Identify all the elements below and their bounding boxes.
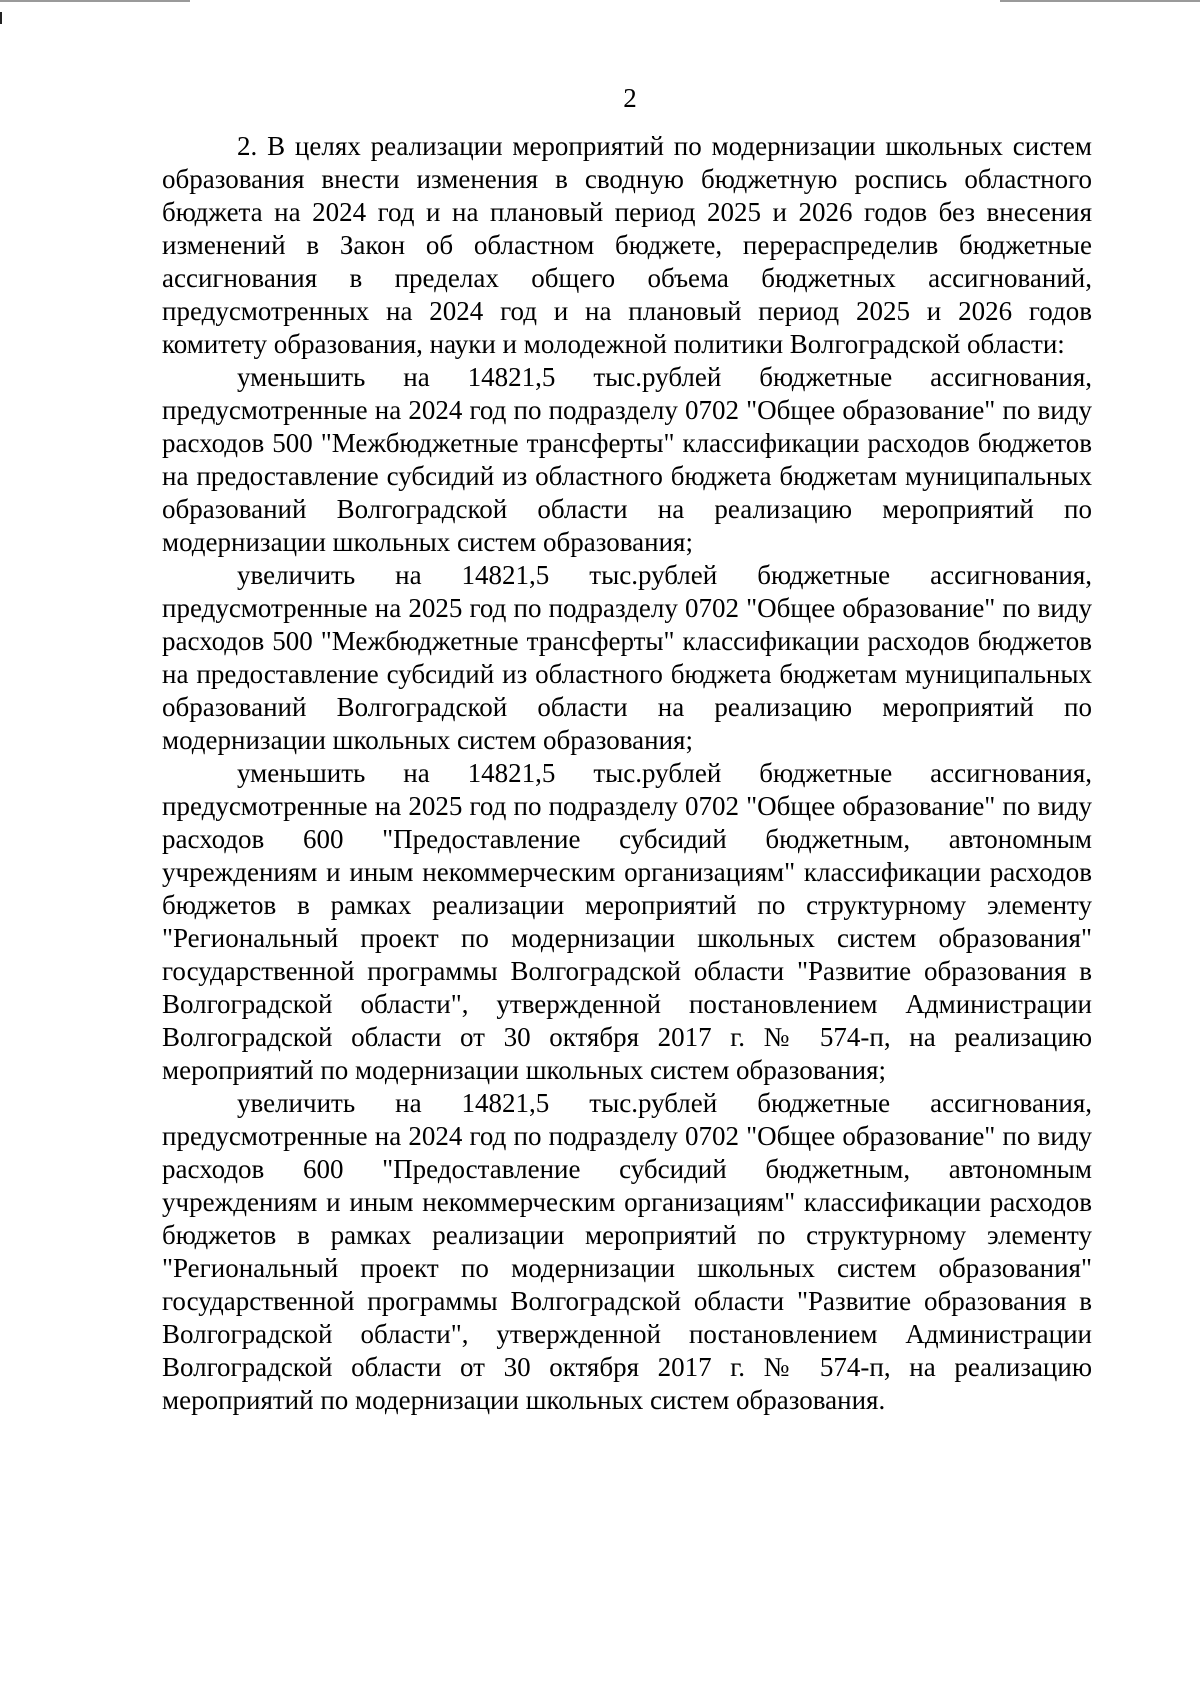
scan-edge-rule-right — [1000, 0, 1200, 2]
scan-edge-rule-left — [0, 0, 190, 2]
paragraph-intro: 2. В целях реализации мероприятий по модернизации школьных систем образования внести изменения в сводную бюджетную роспись областного бюджета на 2024 год и на плановый период 2025 и 2026 годов без внесения изменений в Закон об областном бюджете, перераспределив бюджетные ассигнования в пределах общего объема бюджетных ассигнований, предусмотренных на 2024 год и на плановый период 2025 и 2026 годов комитету образования, науки и молодежной политики Волгоградской области: — [162, 131, 1092, 359]
document-body — [162, 130, 1092, 1417]
paragraph-increase-2024-600: увеличить на 14821,5 тыс.рублей бюджетные ассигнования, предусмотренные на 2024 год по подразделу 0702 "Общее образование" по виду расходов 600 "Предоставление субсидий бюджетным, автономным учреждениям и иным некоммерческим организациям" классификации расходов бюджетов в рамках реализации мероприятий по структурному элементу "Региональный проект по модернизации школьных систем образования" государственной программы Волгоградской области "Развитие образования в Волгоградской области", утвержденной постановлением Администрации Волгоградской области от 30 октября 2017 г. № 574-п, на реализацию мероприятий по модернизации школьных систем образования. — [162, 1088, 1092, 1415]
paragraph-increase-2025-500: увеличить на 14821,5 тыс.рублей бюджетные ассигнования, предусмотренные на 2025 год по подразделу 0702 "Общее образование" по виду расходов 500 "Межбюджетные трансферты" классификации расходов бюджетов на предоставление субсидий из областного бюджета бюджетам муниципальных образований Волгоградской области на реализацию мероприятий по модернизации школьных систем образования; — [162, 560, 1092, 755]
paragraph-decrease-2025-600: уменьшить на 14821,5 тыс.рублей бюджетные ассигнования, предусмотренные на 2025 год по подразделу 0702 "Общее образование" по виду расходов 600 "Предоставление субсидий бюджетным, автономным учреждениям и иным некоммерческим организациям" классификации расходов бюджетов в рамках реализации мероприятий по структурному элементу "Региональный проект по модернизации школьных систем образования" государственной программы Волгоградской области "Развитие образования в Волгоградской области", утвержденной постановлением Администрации Волгоградской области от 30 октября 2017 г. № 574-п, на реализацию мероприятий по модернизации школьных систем образования; — [162, 758, 1092, 1085]
scan-edge-mark — [0, 12, 2, 24]
page-number: 2 — [623, 83, 637, 113]
paragraph-decrease-2024-500: уменьшить на 14821,5 тыс.рублей бюджетные ассигнования, предусмотренные на 2024 год по подразделу 0702 "Общее образование" по виду расходов 500 "Межбюджетные трансферты" классификации расходов бюджетов на предоставление субсидий из областного бюджета бюджетам муниципальных образований Волгоградской области на реализацию мероприятий по модернизации школьных систем образования; — [162, 362, 1092, 557]
